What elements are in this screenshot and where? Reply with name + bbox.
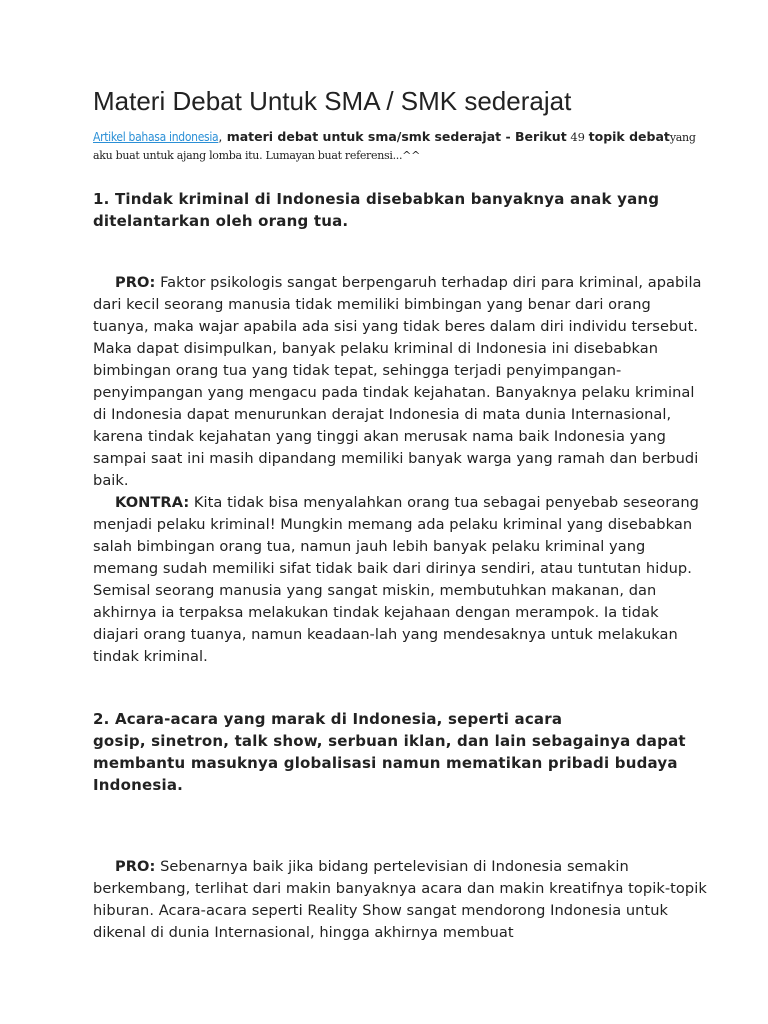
- section-2-heading-line2: gosip, sinetron, talk show, serbuan iklan, dan lain sebagainya dapat membantu masuknya globalisasi namun mematikan pribadi budaya Indonesia.: [93, 732, 686, 794]
- intro-bold-2: topik debat: [588, 129, 670, 144]
- intro-bold-1: materi debat untuk sma/smk sederajat - Berikut: [222, 129, 567, 144]
- page-title: Materi Debat Untuk SMA / SMK sederajat: [93, 86, 572, 116]
- intro-paragraph: [93, 128, 708, 164]
- section-1-kontra: [93, 492, 708, 668]
- intro-rest: yang aku buat untuk ajang lomba itu. Lumayan buat referensi...^^: [93, 131, 696, 162]
- spacer: [93, 668, 708, 708]
- spacer: [93, 232, 708, 272]
- section-2-pro: [93, 856, 708, 944]
- intro-number: 49: [566, 130, 589, 144]
- section-2-heading-line1: 2. Acara-acara yang marak di Indonesia, seperti acara: [93, 710, 563, 728]
- kontra-text: Kita tidak bisa menyalahkan orang tua sebagai penyebab seseorang menjadi pelaku kriminal! Mungkin memang ada pelaku kriminal yang disebabkan salah bimbingan orang tua, namun jauh lebih banyak pelaku kriminal yang memang sudah memiliki sifat tidak baik dari dirinya sendiri, atau tuntutan hidup. Semisal seorang manusia yang sangat miskin, membutuhkan makanan, dan akhirnya ia terpaksa melakukan tindak kejahaan dengan merampok. Ia tidak diajari orang tuanya, namun keadaan-lah yang mendesaknya untuk melakukan tindak kriminal.: [93, 494, 699, 665]
- intro-comma: ,: [218, 129, 223, 144]
- pro-label: PRO:: [115, 274, 156, 291]
- pro-label: PRO:: [115, 858, 156, 875]
- section-2-heading: [93, 708, 708, 796]
- section-1-heading: 1. Tindak kriminal di Indonesia disebabkan banyaknya anak yang ditelantarkan oleh orang tua.: [93, 190, 660, 230]
- category-link[interactable]: Artikel bahasa indonesia: [93, 130, 219, 144]
- pro-text: Sebenarnya baik jika bidang pertelevisian di Indonesia semakin berkembang, terlihat dari makin banyaknya acara dan makin kreatifnya topik-topik hiburan. Acara-acara seperti Reality Show sangat mendorong Indonesia untuk dikenal di dunia Internasional, hingga akhirnya membuat: [93, 858, 707, 941]
- spacer: [93, 796, 708, 856]
- kontra-label: KONTRA:: [115, 494, 190, 511]
- pro-text: Faktor psikologis sangat berpengaruh terhadap diri para kriminal, apabila dari kecil seorang manusia tidak memiliki bimbingan yang benar dari orang tuanya, maka wajar apabila ada sisi yang tidak beres dalam diri individu tersebut. Maka dapat disimpulkan, banyak pelaku kriminal di Indonesia ini disebabkan bimbingan orang tua yang tidak tepat, sehingga terjadi penyimpangan-penyimpangan yang mengacu pada tindak kejahatan. Banyaknya pelaku kriminal di Indonesia dapat menurunkan derajat Indonesia di mata dunia Internasional, karena tindak kejahatan yang tinggi akan merusak nama baik Indonesia yang sampai saat ini masih dipandang memiliki banyak warga yang ramah dan berbudi baik.: [93, 274, 702, 489]
- section-1-pro: [93, 272, 708, 492]
